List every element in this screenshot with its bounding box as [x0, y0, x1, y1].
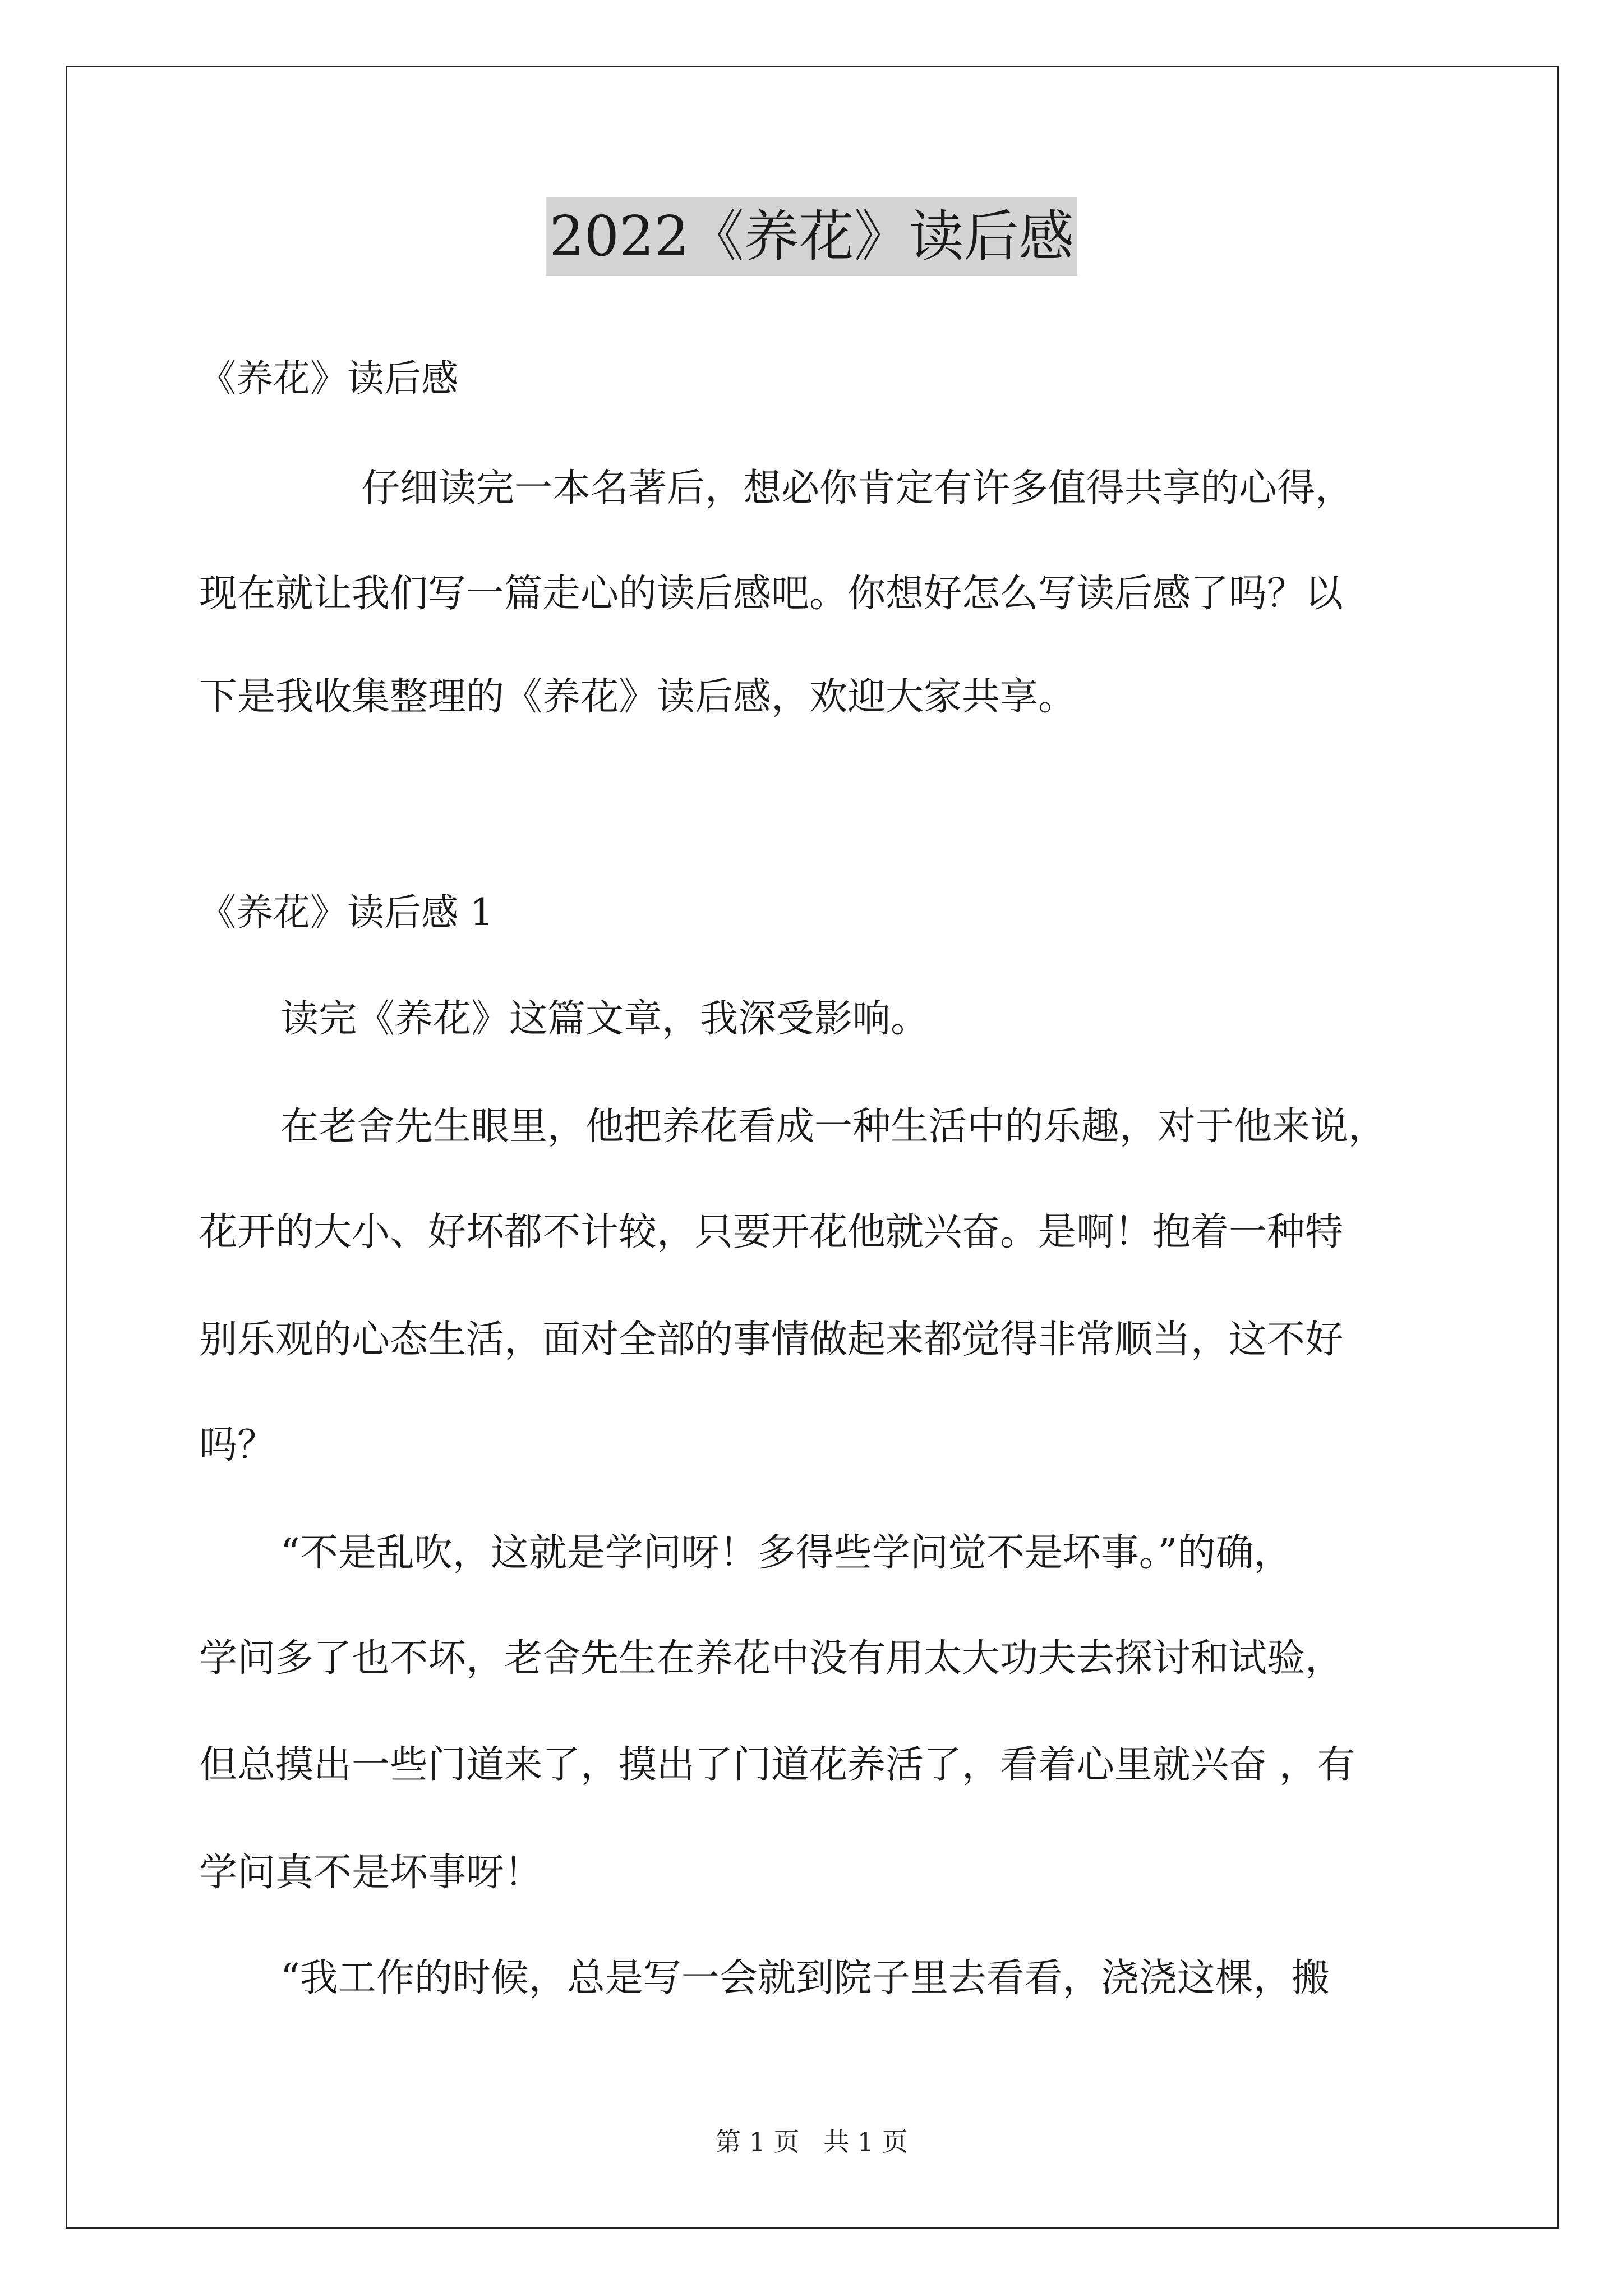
section-heading: 《养花》读后感 1 — [199, 891, 494, 934]
document-title-text: 2022《养花》读后感 — [546, 197, 1077, 276]
paragraph-line: 别乐观的心态生活，面对全部的事情做起来都觉得非常顺当，这不好 — [199, 1318, 1344, 1362]
paragraph-line: 在老舍先生眼里，他把养花看成一种生活中的乐趣，对于他来说， — [280, 1105, 1387, 1149]
paragraph-line: 但总摸出一些门道来了，摸出了门道花养活了，看着心里就兴奋 ，有 — [199, 1743, 1355, 1787]
paragraph-line: “我工作的时候，总是写一会就到院子里去看看，浇浇这棵，搬 — [280, 1956, 1330, 2000]
page-number: 第 1 页 — [715, 2127, 800, 2157]
page-footer — [0, 2125, 1623, 2159]
intro-line: 下是我收集整理的《养花》读后感，欢迎大家共享。 — [199, 675, 1077, 719]
paragraph-line: 花开的大小、好坏都不计较，只要开花他就兴奋。是啊！抱着一种特 — [199, 1210, 1344, 1254]
paragraph-line: “不是乱吹，这就是学问呀！多得些学问觉不是坏事。”的确， — [280, 1531, 1292, 1575]
paragraph-line: 读完《养花》这篇文章，我深受影响。 — [280, 997, 929, 1041]
paragraph-line: 学问多了也不坏，老舍先生在养花中没有用太大功夫去探讨和试验， — [199, 1636, 1344, 1681]
paragraph-line: 吗？ — [199, 1423, 276, 1467]
paragraph-line: 学问真不是坏事呀！ — [199, 1851, 543, 1895]
subtitle: 《养花》读后感 — [199, 357, 458, 400]
intro-line: 仔细读完一本名著后，想必你肯定有许多值得共享的心得， — [362, 466, 1354, 510]
document-title — [0, 197, 1623, 276]
page-total: 共 1 页 — [823, 2127, 908, 2157]
intro-line: 现在就让我们写一篇走心的读后感吧。你想好怎么写读后感了吗？以 — [199, 572, 1344, 616]
